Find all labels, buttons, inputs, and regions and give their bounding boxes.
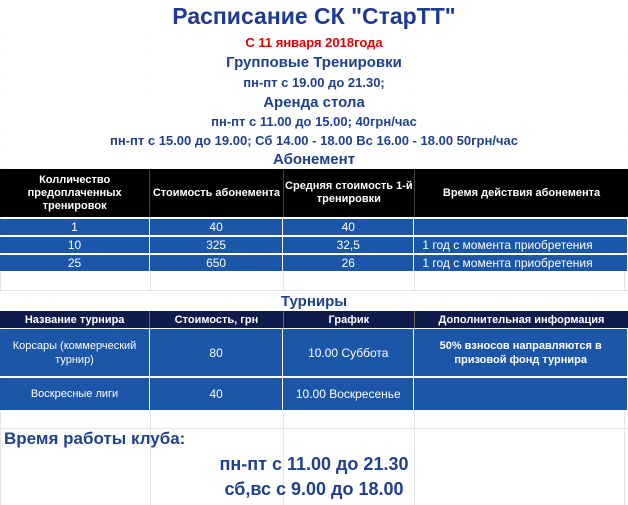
column-header: Дополнительная информация xyxy=(438,313,605,326)
table-row xyxy=(0,237,628,254)
subscription-count: 25 xyxy=(0,255,150,272)
club-hours-heading: Время работы клуба: xyxy=(4,429,186,448)
tournament-info xyxy=(414,378,628,411)
group-training-schedule: пн-пт с 19.00 до 21.30; xyxy=(0,73,628,91)
subscription-price: 40 xyxy=(150,219,283,236)
subscription-avg: 26 xyxy=(283,255,414,272)
subscription-validity xyxy=(414,219,628,236)
table-row xyxy=(0,255,628,272)
subscription-heading: Абонемент xyxy=(0,150,628,168)
subscription-avg: 40 xyxy=(283,219,414,236)
subscription-validity: 1 год с момента приобретения xyxy=(414,237,628,254)
tournament-name: Воскресные лиги xyxy=(0,378,150,411)
column-header: Колличество предоплаченных тренировок xyxy=(0,169,150,217)
tournaments-table-header xyxy=(0,311,628,328)
subscription-table-header xyxy=(0,169,628,217)
tournament-price: 40 xyxy=(150,378,283,411)
table-row xyxy=(0,329,628,377)
table-row xyxy=(0,378,628,411)
column-header: График xyxy=(284,311,415,328)
club-hours-weekdays: пн-пт с 11.00 до 21.30 xyxy=(219,454,409,474)
club-hours-weekend: сб,вс с 9.00 до 18.00 xyxy=(224,479,404,499)
subscription-price: 650 xyxy=(150,255,283,272)
page-title: Расписание СК "СтарТТ" xyxy=(0,0,628,32)
tournament-price: 80 xyxy=(150,329,283,377)
tournament-schedule: 10.00 Суббота xyxy=(283,329,414,377)
column-header: Стоимость, грн xyxy=(150,311,283,328)
column-header: Средняя стоимость 1-й тренировки xyxy=(284,169,415,217)
table-rent-heading: Аренда стола xyxy=(0,92,628,112)
table-rent-line-1: пн-пт с 11.00 до 15.00; 40грн/час xyxy=(0,112,628,130)
group-training-heading: Групповые Тренировки xyxy=(0,52,628,72)
subscription-count: 10 xyxy=(0,237,150,254)
subscription-count: 1 xyxy=(0,219,150,236)
tournament-name: Корсары (коммерческий турнир) xyxy=(0,329,150,377)
tournament-schedule: 10.00 Воскресенье xyxy=(283,378,414,411)
column-header: Название турнира xyxy=(0,311,150,328)
tournament-info: 50% взносов направляются в призовой фонд турнира xyxy=(414,329,628,377)
table-row xyxy=(0,219,628,236)
column-header: Время действия абонемента xyxy=(442,186,601,199)
column-header: Стоимость абонемента xyxy=(150,169,283,217)
start-date: С 11 января 2018года xyxy=(0,33,628,51)
subscription-validity: 1 год с момента приобретения xyxy=(414,255,628,272)
subscription-avg: 32,5 xyxy=(283,237,414,254)
grid-line xyxy=(0,290,628,291)
tournaments-heading: Турниры xyxy=(0,292,628,310)
subscription-price: 325 xyxy=(150,237,283,254)
table-rent-line-2: пн-пт с 15.00 до 19.00; Сб 14.00 - 18.00 Вс 16.00 - 18.00 50грн/час xyxy=(0,131,628,149)
